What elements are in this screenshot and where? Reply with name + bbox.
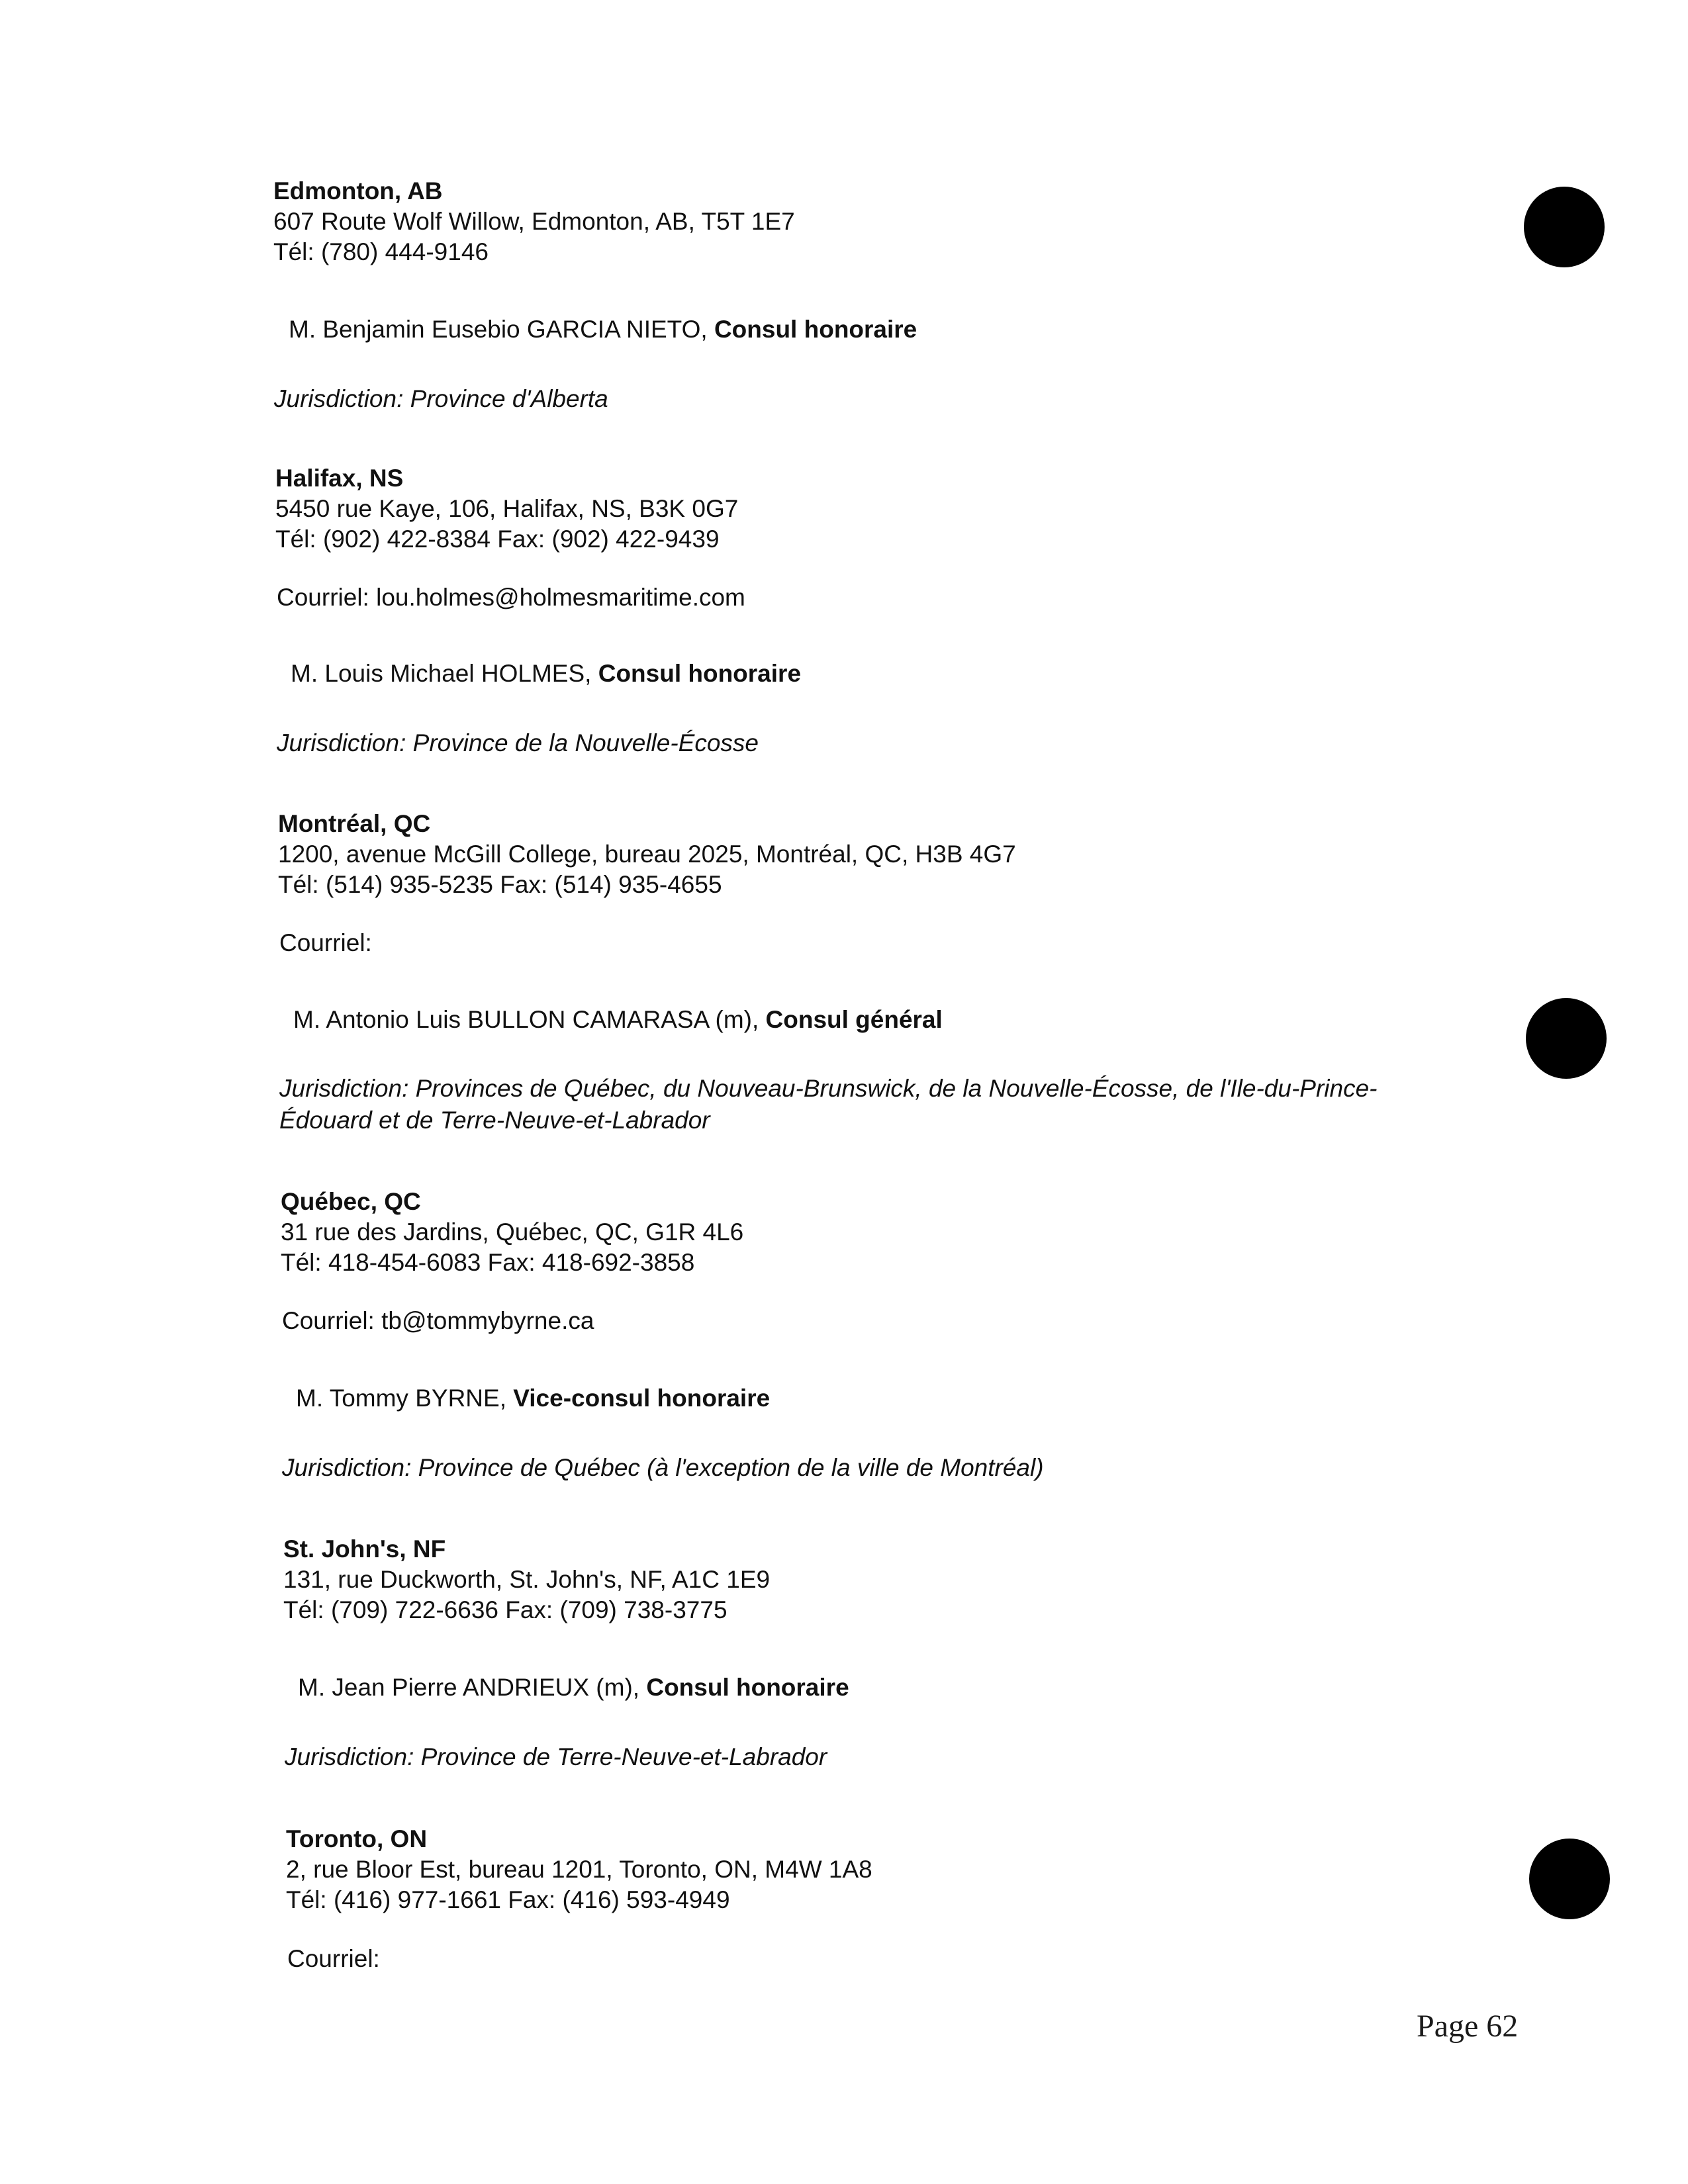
email-line: Courriel: lou.holmes@holmesmaritime.com	[277, 584, 745, 611]
official-line	[291, 659, 801, 689]
official-name: M. Antonio Luis BULLON CAMARASA (m),	[293, 1006, 766, 1033]
city-heading: Québec, QC	[281, 1188, 421, 1215]
jurisdiction-line	[277, 728, 759, 758]
jurisdiction-text: Provinces de Québec, du Nouveau-Brunswick, de la Nouvelle-Écosse, de l'Ile-du-Prince-	[415, 1075, 1378, 1102]
jurisdiction-label: Jurisdiction:	[277, 729, 413, 756]
phone-line: Tél: (780) 444-9146	[273, 238, 489, 265]
punch-hole-bottom	[1529, 1839, 1610, 1919]
page-number: Page 62	[1417, 2009, 1519, 2044]
official-title: Consul général	[765, 1006, 943, 1033]
official-name: M. Louis Michael HOLMES,	[291, 660, 598, 687]
official-name: M. Tommy BYRNE,	[296, 1385, 514, 1412]
address-line: 2, rue Bloor Est, bureau 1201, Toronto, ON, M4W 1A8	[286, 1856, 872, 1883]
jurisdiction-line	[274, 384, 608, 414]
official-title: Consul honoraire	[646, 1674, 849, 1701]
jurisdiction-text: Province de Terre-Neuve-et-Labrador	[420, 1743, 827, 1770]
jurisdiction-label: Jurisdiction:	[279, 1075, 416, 1102]
jurisdiction-text: Province de la Nouvelle-Écosse	[412, 729, 759, 756]
jurisdiction-line	[279, 1073, 1377, 1104]
official-title: Vice-consul honoraire	[513, 1385, 771, 1412]
email-line: Courriel: tb@tommybyrne.ca	[282, 1307, 594, 1334]
jurisdiction-text: Province d'Alberta	[410, 385, 608, 412]
jurisdiction-text: Province de Québec (à l'exception de la ville de Montréal)	[418, 1454, 1044, 1481]
official-line	[293, 1005, 943, 1035]
address-line: 31 rue des Jardins, Québec, QC, G1R 4L6	[281, 1218, 744, 1246]
official-name: M. Benjamin Eusebio GARCIA NIETO,	[289, 316, 714, 343]
address-line: 5450 rue Kaye, 106, Halifax, NS, B3K 0G7	[275, 495, 739, 522]
jurisdiction-label: Jurisdiction:	[274, 385, 410, 412]
official-line	[296, 1383, 770, 1414]
official-line	[289, 314, 917, 345]
phone-line: Tél: 418-454-6083 Fax: 418-692-3858	[281, 1249, 695, 1276]
jurisdiction-label: Jurisdiction:	[285, 1743, 421, 1770]
phone-line: Tél: (514) 935-5235 Fax: (514) 935-4655	[278, 871, 722, 898]
email-line: Courriel:	[287, 1945, 380, 1972]
jurisdiction-line	[282, 1453, 1044, 1483]
address-line: 131, rue Duckworth, St. John's, NF, A1C 1E9	[283, 1566, 771, 1593]
city-heading: Montréal, QC	[278, 810, 431, 837]
official-line	[298, 1672, 849, 1703]
address-line: 607 Route Wolf Willow, Edmonton, AB, T5T 1E7	[273, 208, 795, 235]
city-heading: Toronto, ON	[286, 1825, 428, 1852]
city-heading: Halifax, NS	[275, 465, 404, 492]
punch-hole-middle	[1526, 998, 1607, 1079]
jurisdiction-line-continued: Édouard et de Terre-Neuve-et-Labrador	[279, 1107, 710, 1134]
city-heading: Edmonton, AB	[273, 177, 443, 205]
official-title: Consul honoraire	[598, 660, 802, 687]
phone-line: Tél: (902) 422-8384 Fax: (902) 422-9439	[275, 525, 720, 553]
jurisdiction-label: Jurisdiction:	[282, 1454, 418, 1481]
official-name: M. Jean Pierre ANDRIEUX (m),	[298, 1674, 647, 1701]
phone-line: Tél: (709) 722-6636 Fax: (709) 738-3775	[283, 1596, 727, 1623]
official-title: Consul honoraire	[714, 316, 917, 343]
jurisdiction-line	[285, 1742, 827, 1772]
email-line: Courriel:	[279, 929, 372, 956]
phone-line: Tél: (416) 977-1661 Fax: (416) 593-4949	[286, 1886, 730, 1913]
punch-hole-top	[1524, 187, 1605, 267]
address-line: 1200, avenue McGill College, bureau 2025, Montréal, QC, H3B 4G7	[278, 841, 1016, 868]
city-heading: St. John's, NF	[283, 1535, 446, 1563]
